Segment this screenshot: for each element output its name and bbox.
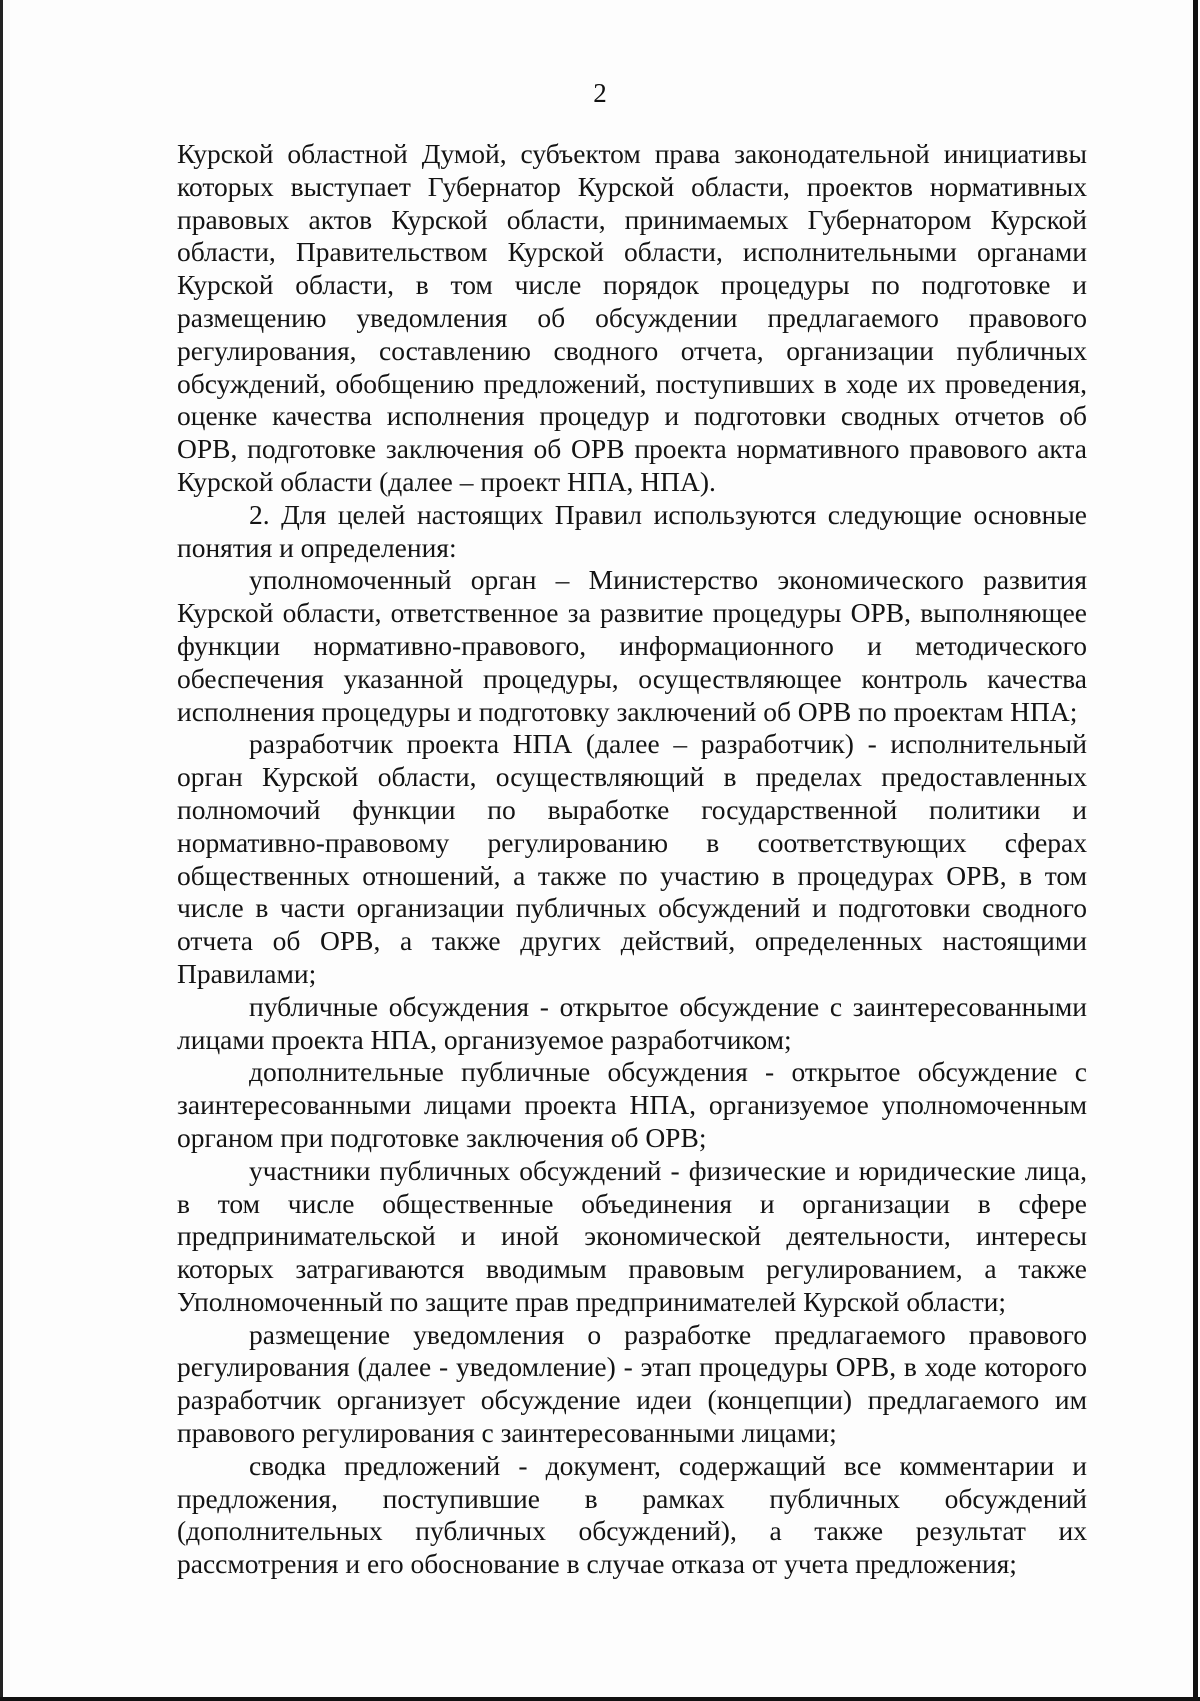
page-number: 2 <box>593 78 607 108</box>
scan-edge-bottom <box>0 1697 1200 1701</box>
definition-summary: сводка предложений - документ, содержащий все комментарии и предложения, поступившие в рамках публичных обсуждений (дополнительных публичных обсуждений), а также результат их рассмотрения и его обоснование в случае отказа от учета предложения; <box>177 1449 1087 1580</box>
scan-edge-left <box>0 0 3 1701</box>
definition-public-discussions: публичные обсуждения - открытое обсуждение с заинтересованными лицами проекта НПА, организуемое разработчиком; <box>177 990 1087 1055</box>
paragraph-continuation: Курской областной Думой, субъектом права законодательной инициативы которых выступает Губернатор Курской области, проектов нормативных правовых актов Курской области, принимаемых Губернатором Курской области, Правительством Курской области, исполнительными органами Курской области, в том числе порядок процедуры по подготовке и размещению уведомления об обсуждении предлагаемого правового регулирования, составлению сводного отчета, организации публичных обсуждений, обобщению предложений, поступивших в ходе их проведения, оценке качества исполнения процедур и подготовки сводных отчетов об ОРВ, подготовке заключения об ОРВ проекта нормативного правового акта Курской области (далее – проект НПА, НПА). <box>177 138 1087 497</box>
definition-additional-discussions: дополнительные публичные обсуждения - открытое обсуждение с заинтересованными лицами проекта НПА, организуемое уполномоченным органом при подготовке заключения об ОРВ; <box>177 1056 1087 1153</box>
document-body <box>177 138 1087 1581</box>
definition-developer: разработчик проекта НПА (далее – разработчик) - исполнительный орган Курской области, осуществляющий в пределах предоставленных полномочий функции по выработке государственной политики и нормативно-правовому регулированию в соответствующих сферах общественных отношений, а также по участию в процедурах ОРВ, в том числе в части организации публичных обсуждений и подготовки сводного отчета об ОРВ, а также других действий, определенных настоящими Правилами; <box>177 728 1087 989</box>
definition-notification: размещение уведомления о разработке предлагаемого правового регулирования (далее - уведомление) - этап процедуры ОРВ, в ходе которого разработчик организует обсуждение идеи (концепции) предлагаемого им правового регулирования с заинтересованными лицами; <box>177 1318 1087 1449</box>
definition-authorized-body: уполномоченный орган – Министерство экономического развития Курской области, ответственное за развитие процедуры ОРВ, выполняющее функции нормативно-правового, информационного и методического обеспечения указанной процедуры, осуществляющее контроль качества исполнения процедуры и подготовку заключений об ОРВ по проектам НПА; <box>177 564 1087 727</box>
definition-participants: участники публичных обсуждений - физические и юридические лица, в том числе общественные объединения и организации в сфере предпринимательской и иной экономической деятельности, интересы которых затрагиваются вводимым правовым регулированием, а также Уполномоченный по защите прав предпринимателей Курской области; <box>177 1154 1087 1317</box>
scan-edge-right <box>1193 0 1198 1701</box>
paragraph-item-2: 2. Для целей настоящих Правил используются следующие основные понятия и определения: <box>177 498 1087 563</box>
